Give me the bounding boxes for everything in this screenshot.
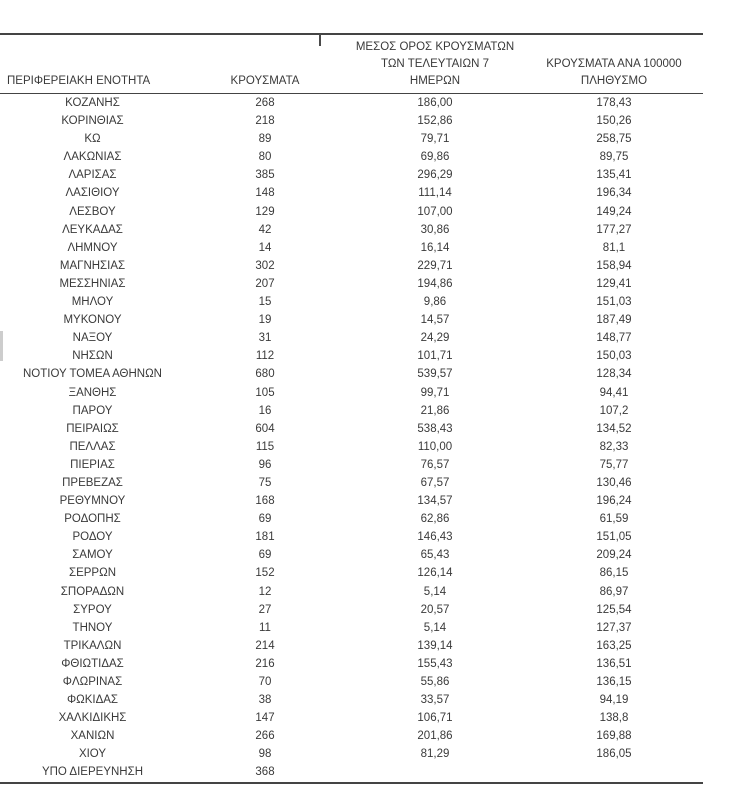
avg7-cell: 69,86 bbox=[420, 151, 450, 164]
col-header-region-label: ΠΕΡΙΦΕΡΕΙΑΚΗ ΕΝΟΤΗΤΑ bbox=[7, 75, 151, 87]
cases-cell: 70 bbox=[258, 676, 272, 688]
per100k-cell: 187,49 bbox=[596, 314, 632, 327]
avg7-cell: 194,86 bbox=[417, 277, 453, 290]
table-row bbox=[0, 420, 703, 438]
per100k-cell: 134,52 bbox=[596, 422, 632, 435]
avg7-cell: 111,14 bbox=[418, 187, 452, 200]
table-row bbox=[0, 601, 703, 619]
avg7-cell: 146,43 bbox=[417, 531, 453, 544]
cases-cell: 112 bbox=[255, 350, 275, 363]
table-row bbox=[0, 166, 703, 184]
region-cell: ΜΥΚΟΝΟΥ bbox=[63, 314, 122, 327]
per100k-cell: 149,24 bbox=[596, 205, 632, 218]
per100k-cell: 151,03 bbox=[596, 296, 632, 309]
region-cell: ΝΑΞΟΥ bbox=[72, 332, 113, 345]
region-cell: ΠΕΙΡΑΙΩΣ bbox=[66, 422, 119, 435]
per100k-cell: 127,37 bbox=[596, 621, 632, 634]
avg7-cell: 9,86 bbox=[423, 296, 447, 309]
region-cell: ΚΟΡΙΝΘΙΑΣ bbox=[61, 115, 124, 128]
avg7-cell: 152,86 bbox=[417, 115, 453, 128]
cases-cell: 680 bbox=[255, 368, 275, 381]
table-row bbox=[0, 347, 703, 365]
cases-cell: 129 bbox=[255, 205, 275, 218]
avg7-cell: 16,14 bbox=[420, 241, 450, 254]
avg7-cell: 5,14 bbox=[423, 585, 447, 598]
region-cell: ΠΕΛΛΑΣ bbox=[69, 440, 116, 453]
cases-cell: 75 bbox=[258, 476, 272, 489]
per100k-cell: 94,19 bbox=[599, 694, 629, 707]
cases-cell: 368 bbox=[255, 766, 275, 779]
per100k-cell bbox=[525, 763, 703, 782]
region-cell: ΣΑΜΟΥ bbox=[72, 549, 113, 562]
cases-cell: 15 bbox=[258, 296, 272, 309]
region-cell: ΝΗΣΩΝ bbox=[72, 350, 113, 363]
per100k-cell: 130,46 bbox=[596, 476, 632, 489]
avg7-cell: 62,86 bbox=[420, 513, 450, 526]
table-row bbox=[0, 546, 703, 564]
per100k-cell: 128,34 bbox=[596, 368, 632, 381]
table-row bbox=[0, 112, 703, 130]
col-header-per100k-line2: ΠΛΗΘΥΣΜΟ bbox=[580, 75, 648, 87]
region-cell: ΡΕΘΥΜΝΟΥ bbox=[59, 495, 126, 508]
avg7-cell: 106,71 bbox=[417, 712, 453, 725]
table-row bbox=[0, 745, 703, 763]
per100k-cell: 81,1 bbox=[602, 241, 626, 254]
region-cell: ΣΠΟΡΑΔΩΝ bbox=[60, 585, 125, 598]
col-header-avg7-line1: ΜΕΣΟΣ ΟΡΟΣ ΚΡΟΥΣΜΑΤΩΝ bbox=[355, 41, 515, 53]
table-body bbox=[0, 94, 703, 783]
avg7-cell: 201,86 bbox=[417, 730, 453, 743]
cases-cell: 16 bbox=[258, 404, 272, 417]
region-cell: ΠΙΕΡΙΑΣ bbox=[70, 458, 115, 471]
cases-cell: 152 bbox=[255, 567, 275, 580]
col-header-per100k bbox=[525, 34, 703, 94]
cases-cell: 96 bbox=[258, 458, 272, 471]
avg7-cell: 155,43 bbox=[417, 657, 453, 670]
table-row bbox=[0, 727, 703, 745]
region-cell: ΥΠΟ ΔΙΕΡΕΥΝΗΣΗ bbox=[41, 766, 144, 779]
per100k-cell: 209,24 bbox=[596, 549, 632, 562]
region-cell: ΛΑΚΩΝΙΑΣ bbox=[63, 151, 122, 164]
region-cell: ΚΩ bbox=[84, 133, 101, 146]
table-row bbox=[0, 275, 703, 293]
col-header-region bbox=[0, 34, 185, 94]
cases-cell: 12 bbox=[258, 585, 272, 598]
cases-cell: 181 bbox=[255, 531, 275, 544]
region-cell: ΣΕΡΡΩΝ bbox=[68, 567, 117, 580]
per100k-cell: 148,77 bbox=[596, 332, 632, 345]
col-header-avg7 bbox=[345, 34, 525, 94]
per100k-cell: 107,2 bbox=[599, 404, 629, 417]
table-row bbox=[0, 130, 703, 148]
per100k-cell: 163,25 bbox=[596, 639, 632, 652]
table-row bbox=[0, 257, 703, 275]
avg7-cell: 110,00 bbox=[417, 440, 453, 453]
per100k-cell: 186,05 bbox=[596, 748, 632, 761]
cases-cell: 42 bbox=[258, 223, 272, 236]
avg7-cell: 81,29 bbox=[420, 748, 450, 761]
table-row bbox=[0, 293, 703, 311]
region-cell: ΦΩΚΙΔΑΣ bbox=[66, 694, 119, 707]
cases-cell: 19 bbox=[258, 314, 272, 327]
table-row bbox=[0, 564, 703, 582]
avg7-cell: 5,14 bbox=[423, 621, 447, 634]
avg7-cell: 21,86 bbox=[420, 404, 450, 417]
table-row bbox=[0, 619, 703, 637]
cases-cell: 266 bbox=[255, 730, 275, 743]
per100k-cell: 86,15 bbox=[599, 567, 629, 580]
cases-cell: 218 bbox=[255, 115, 275, 128]
per100k-cell: 136,15 bbox=[596, 676, 632, 688]
col-header-cases bbox=[185, 34, 345, 94]
cases-cell: 168 bbox=[255, 495, 275, 508]
table-row bbox=[0, 691, 703, 709]
col-header-avg7-line2: ΤΩΝ ΤΕΛΕΥΤΑΙΩΝ 7 bbox=[381, 58, 489, 70]
region-cell: ΠΑΡΟΥ bbox=[72, 404, 113, 417]
region-cell: ΜΕΣΣΗΝΙΑΣ bbox=[59, 277, 126, 290]
cases-cell: 69 bbox=[258, 549, 272, 562]
left-edge-mark bbox=[0, 331, 3, 361]
col-header-avg7-line3: ΗΜΕΡΩΝ bbox=[409, 75, 461, 87]
per100k-cell: 89,75 bbox=[599, 151, 629, 164]
region-cell: ΜΑΓΝΗΣΙΑΣ bbox=[59, 259, 126, 272]
per100k-cell: 94,41 bbox=[599, 386, 629, 399]
avg7-cell: 126,14 bbox=[417, 567, 453, 580]
region-cell: ΧΑΝΙΩΝ bbox=[70, 730, 115, 743]
avg7-cell: 14,57 bbox=[420, 314, 450, 327]
table-row bbox=[0, 709, 703, 727]
per100k-cell: 150,03 bbox=[596, 350, 632, 363]
table-row bbox=[0, 384, 703, 402]
table-row bbox=[0, 637, 703, 655]
cases-cell: 80 bbox=[258, 151, 272, 164]
table-row bbox=[0, 492, 703, 510]
table-row bbox=[0, 329, 703, 347]
avg7-cell: 33,57 bbox=[420, 694, 450, 707]
cases-cell: 98 bbox=[258, 748, 272, 761]
cases-cell: 302 bbox=[255, 259, 275, 272]
table-row bbox=[0, 655, 703, 673]
avg7-cell: 65,43 bbox=[420, 549, 450, 562]
avg7-cell: 79,71 bbox=[420, 133, 450, 146]
region-cell: ΝΟΤΙΟΥ ΤΟΜΕΑ ΑΘΗΝΩΝ bbox=[23, 368, 162, 381]
header-row bbox=[0, 34, 703, 94]
avg7-cell: 30,86 bbox=[420, 223, 450, 236]
per100k-cell: 150,26 bbox=[596, 115, 632, 128]
table-row bbox=[0, 510, 703, 528]
col-header-cases-label: ΚΡΟΥΣΜΑΤΑ bbox=[230, 75, 300, 87]
table-row bbox=[0, 673, 703, 691]
table-header bbox=[0, 34, 703, 94]
per100k-cell: 177,27 bbox=[596, 223, 632, 236]
region-cell: ΤΗΝΟΥ bbox=[72, 621, 113, 634]
region-cell: ΜΗΛΟΥ bbox=[71, 296, 114, 309]
cases-cell: 148 bbox=[255, 187, 275, 200]
region-cell: ΞΑΝΘΗΣ bbox=[68, 386, 117, 399]
avg7-cell: 99,71 bbox=[420, 386, 450, 399]
table-row bbox=[0, 94, 703, 113]
region-cell: ΛΑΡΙΣΑΣ bbox=[68, 169, 117, 182]
region-cell: ΧΙΟΥ bbox=[78, 748, 107, 761]
per100k-cell: 138,8 bbox=[599, 712, 629, 725]
avg7-cell: 24,29 bbox=[420, 332, 450, 345]
col-header-per100k-line1: ΚΡΟΥΣΜΑΤΑ ΑΝΑ 100000 bbox=[546, 58, 682, 70]
table-row bbox=[0, 402, 703, 420]
region-cell: ΚΟΖΑΝΗΣ bbox=[65, 97, 120, 109]
per100k-cell: 86,97 bbox=[599, 585, 629, 598]
avg7-cell: 539,57 bbox=[417, 368, 453, 381]
avg7-cell: 139,14 bbox=[417, 639, 453, 652]
region-cell: ΛΕΣΒΟΥ bbox=[69, 205, 116, 218]
table-row bbox=[0, 184, 703, 202]
cases-cell: 207 bbox=[255, 277, 275, 290]
per100k-cell: 125,54 bbox=[596, 603, 632, 616]
cases-cell: 214 bbox=[255, 639, 275, 652]
per100k-cell: 258,75 bbox=[596, 133, 632, 146]
cases-cell: 69 bbox=[258, 513, 272, 526]
region-cell: ΧΑΛΚΙΔΙΚΗΣ bbox=[58, 712, 127, 725]
cases-cell: 105 bbox=[255, 386, 275, 399]
avg7-cell: 296,29 bbox=[417, 169, 453, 182]
region-cell: ΛΗΜΝΟΥ bbox=[67, 241, 118, 254]
table-row bbox=[0, 763, 703, 782]
cases-cell: 385 bbox=[255, 169, 275, 182]
region-cell: ΣΥΡΟΥ bbox=[73, 603, 112, 616]
cases-cell: 27 bbox=[258, 603, 272, 616]
table-row bbox=[0, 365, 703, 383]
regional-cases-table bbox=[0, 33, 703, 784]
cases-cell: 115 bbox=[255, 440, 275, 453]
table-row bbox=[0, 203, 703, 221]
table-row bbox=[0, 474, 703, 492]
per100k-cell: 196,24 bbox=[596, 495, 632, 508]
table-row bbox=[0, 528, 703, 546]
region-cell: ΤΡΙΚΑΛΩΝ bbox=[63, 639, 122, 652]
per100k-cell: 158,94 bbox=[596, 259, 632, 272]
avg7-cell bbox=[345, 763, 525, 782]
cases-cell: 268 bbox=[255, 97, 275, 109]
per100k-cell: 135,41 bbox=[596, 169, 632, 182]
avg7-cell: 229,71 bbox=[417, 259, 453, 272]
avg7-cell: 101,71 bbox=[417, 350, 453, 363]
region-cell: ΦΛΩΡΙΝΑΣ bbox=[62, 676, 123, 688]
cases-cell: 216 bbox=[255, 657, 275, 670]
region-cell: ΡΟΔΟΠΗΣ bbox=[64, 513, 121, 526]
avg7-cell: 67,57 bbox=[420, 476, 450, 489]
table-row bbox=[0, 221, 703, 239]
per100k-cell: 75,77 bbox=[599, 458, 629, 471]
per100k-cell: 151,05 bbox=[596, 531, 632, 544]
region-cell: ΠΡΕΒΕΖΑΣ bbox=[62, 476, 123, 489]
column-divider-tick bbox=[319, 34, 321, 46]
cases-cell: 89 bbox=[258, 133, 272, 146]
region-cell: ΦΘΙΩΤΙΔΑΣ bbox=[61, 657, 124, 670]
avg7-cell: 20,57 bbox=[420, 603, 450, 616]
region-cell: ΛΑΣΙΘΙΟΥ bbox=[65, 187, 120, 200]
per100k-cell: 196,34 bbox=[596, 187, 632, 200]
cases-cell: 604 bbox=[255, 422, 275, 435]
cases-cell: 38 bbox=[258, 694, 272, 707]
cases-cell: 31 bbox=[258, 332, 272, 345]
per100k-cell: 129,41 bbox=[596, 277, 632, 290]
table-row bbox=[0, 148, 703, 166]
table-row bbox=[0, 438, 703, 456]
per100k-cell: 82,33 bbox=[599, 440, 629, 453]
cases-cell: 147 bbox=[255, 712, 275, 725]
region-cell: ΛΕΥΚΑΔΑΣ bbox=[62, 223, 123, 236]
avg7-cell: 538,43 bbox=[417, 422, 453, 435]
per100k-cell: 169,88 bbox=[596, 730, 632, 743]
table-row bbox=[0, 583, 703, 601]
avg7-cell: 107,00 bbox=[417, 205, 453, 218]
per100k-cell: 61,59 bbox=[599, 513, 629, 526]
avg7-cell: 55,86 bbox=[420, 676, 450, 688]
cases-cell: 14 bbox=[258, 241, 272, 254]
avg7-cell: 76,57 bbox=[420, 458, 450, 471]
table-row bbox=[0, 456, 703, 474]
per100k-cell: 136,51 bbox=[596, 657, 632, 670]
avg7-cell: 134,57 bbox=[417, 495, 453, 508]
avg7-cell: 186,00 bbox=[417, 97, 453, 109]
table-row bbox=[0, 239, 703, 257]
per100k-cell: 178,43 bbox=[596, 97, 632, 109]
region-cell: ΡΟΔΟΥ bbox=[72, 531, 113, 544]
cases-cell: 11 bbox=[259, 621, 271, 634]
table-row bbox=[0, 311, 703, 329]
